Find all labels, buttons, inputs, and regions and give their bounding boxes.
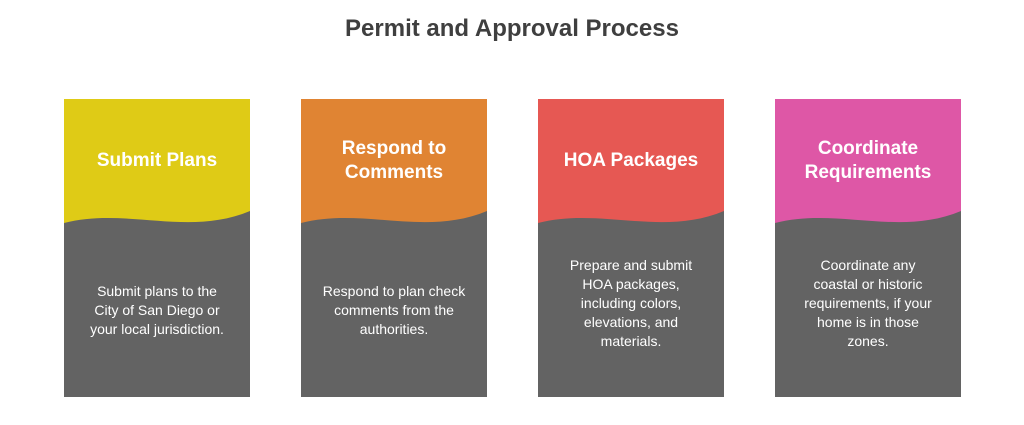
step-description-line: Coordinate any — [820, 256, 916, 273]
step-description — [775, 223, 961, 397]
step-heading-line: Submit Plans — [96, 150, 218, 171]
step-card-respond-to-comments — [301, 99, 487, 397]
step-description-line: authorities. — [359, 320, 429, 337]
step-card-submit-plans — [64, 99, 250, 397]
step-description-line: zones. — [847, 332, 889, 349]
step-card-hoa-packages — [538, 99, 724, 397]
step-heading-line: Requirements — [804, 162, 932, 183]
step-heading-line: Comments — [344, 162, 444, 183]
step-description-line: requirements, if your — [804, 294, 932, 311]
step-heading — [301, 99, 487, 223]
step-description-line: materials. — [600, 332, 662, 349]
step-description — [538, 223, 724, 397]
step-description-line: City of San Diego or — [94, 301, 220, 318]
page-title: Permit and Approval Process — [345, 15, 679, 42]
step-description-line: Respond to plan check — [322, 282, 466, 299]
step-heading — [538, 99, 724, 223]
step-description — [301, 223, 487, 397]
step-heading-line: Coordinate — [817, 138, 919, 159]
step-heading — [775, 99, 961, 223]
step-description-line: including colors, — [580, 294, 682, 311]
step-description-line: Submit plans to the — [97, 282, 217, 299]
step-card-coordinate-requirements — [775, 99, 961, 397]
step-description-line: HOA packages, — [582, 275, 680, 292]
step-description-line: elevations, and — [583, 313, 679, 330]
step-heading — [64, 99, 250, 223]
step-description-line: coastal or historic — [813, 275, 923, 292]
step-description — [64, 223, 250, 397]
step-heading-line: HOA Packages — [563, 150, 699, 171]
step-heading-line: Respond to — [341, 138, 447, 159]
step-description-line: Prepare and submit — [569, 256, 693, 273]
step-description-line: your local jurisdiction. — [90, 320, 224, 337]
step-description-line: comments from the — [334, 301, 454, 318]
step-description-line: home is in those — [817, 313, 919, 330]
